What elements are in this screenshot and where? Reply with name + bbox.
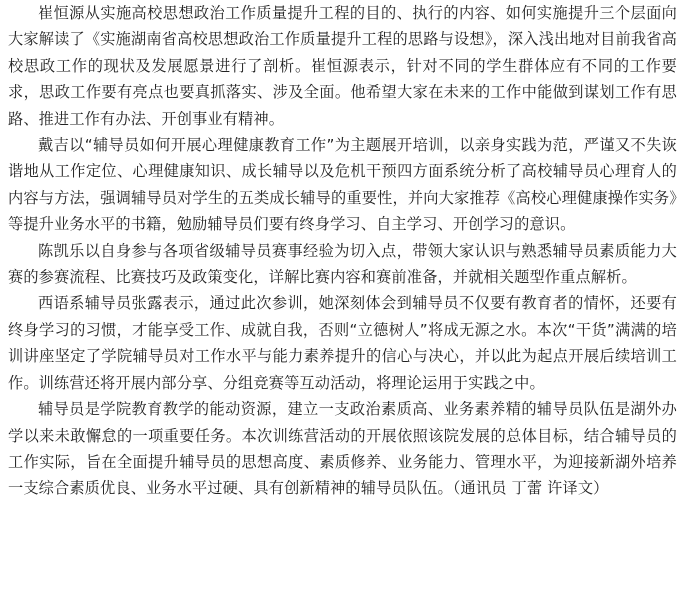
paragraph-summary: 辅导员是学院教育教学的能动资源，建立一支政治素质高、业务素养精的辅导员队伍是湖外办学以来未敢懈怠的一项重要任务。本次训练营活动的开展依照该院发展的总体目标，结合辅导员的工作实际，旨在全面提升辅导员的思想高度、素质修养、业务能力、管理水平，为迎接新湖外培养一支综合素质优良、业务水平过硬、具有创新精神的辅导员队伍。（通讯员 丁蕾 许译文） bbox=[8, 400, 677, 498]
paragraph-chen-kaile: 陈凯乐以自身参与各项省级辅导员赛事经验为切入点，带领大家认识与熟悉辅导员素质能力大赛的参赛流程、比赛技巧及政策变化，详解比赛内容和赛前准备，并就相关题型作重点解析。 bbox=[8, 241, 677, 287]
paragraph-cui-hengyuan: 崔恒源从实施高校思想政治工作质量提升工程的目的、执行的内容、如何实施提升三个层面向大家解读了《实施湖南省高校思想政治工作质量提升工程的思路与设想》，深入浅出地对目前我省高校思政工作的现状及发展愿景进行了剖析。崔恒源表示，针对不同的学生群体应有不同的工作要求，思政工作要有亮点也要真抓落实、涉及全面。他希望大家在未来的工作中能做到谋划工作有思路、推进工作有办法、开创事业有精神。 bbox=[8, 4, 677, 128]
paragraph-zhang-lu: 西语系辅导员张露表示，通过此次参训，她深刻体会到辅导员不仅要有教育者的情怀，还要有终身学习的习惯，才能享受工作、成就自我，否则“立德树人”将成无源之水。本次“干货”满满的培训讲座坚定了学院辅导员对工作水平与能力素养提升的信心与决心，并以此为起点开展后续培训工作。训练营还将开展内部分享、分组竞赛等互动活动，将理论运用于实践之中。 bbox=[8, 294, 677, 392]
paragraph-dai-ji: 戴吉以“辅导员如何开展心理健康教育工作”为主题展开培训，以亲身实践为范，严谨又不失诙谐地从工作定位、心理健康知识、成长辅导以及危机干预四方面系统分析了高校辅导员心理育人的内容与方法，强调辅导员对学生的五类成长辅导的重要性，并向大家推荐《高校心理健康操作实务》等提升业务水平的书籍，勉励辅导员们要有终身学习、自主学习、开创学习的意识。 bbox=[8, 136, 677, 234]
